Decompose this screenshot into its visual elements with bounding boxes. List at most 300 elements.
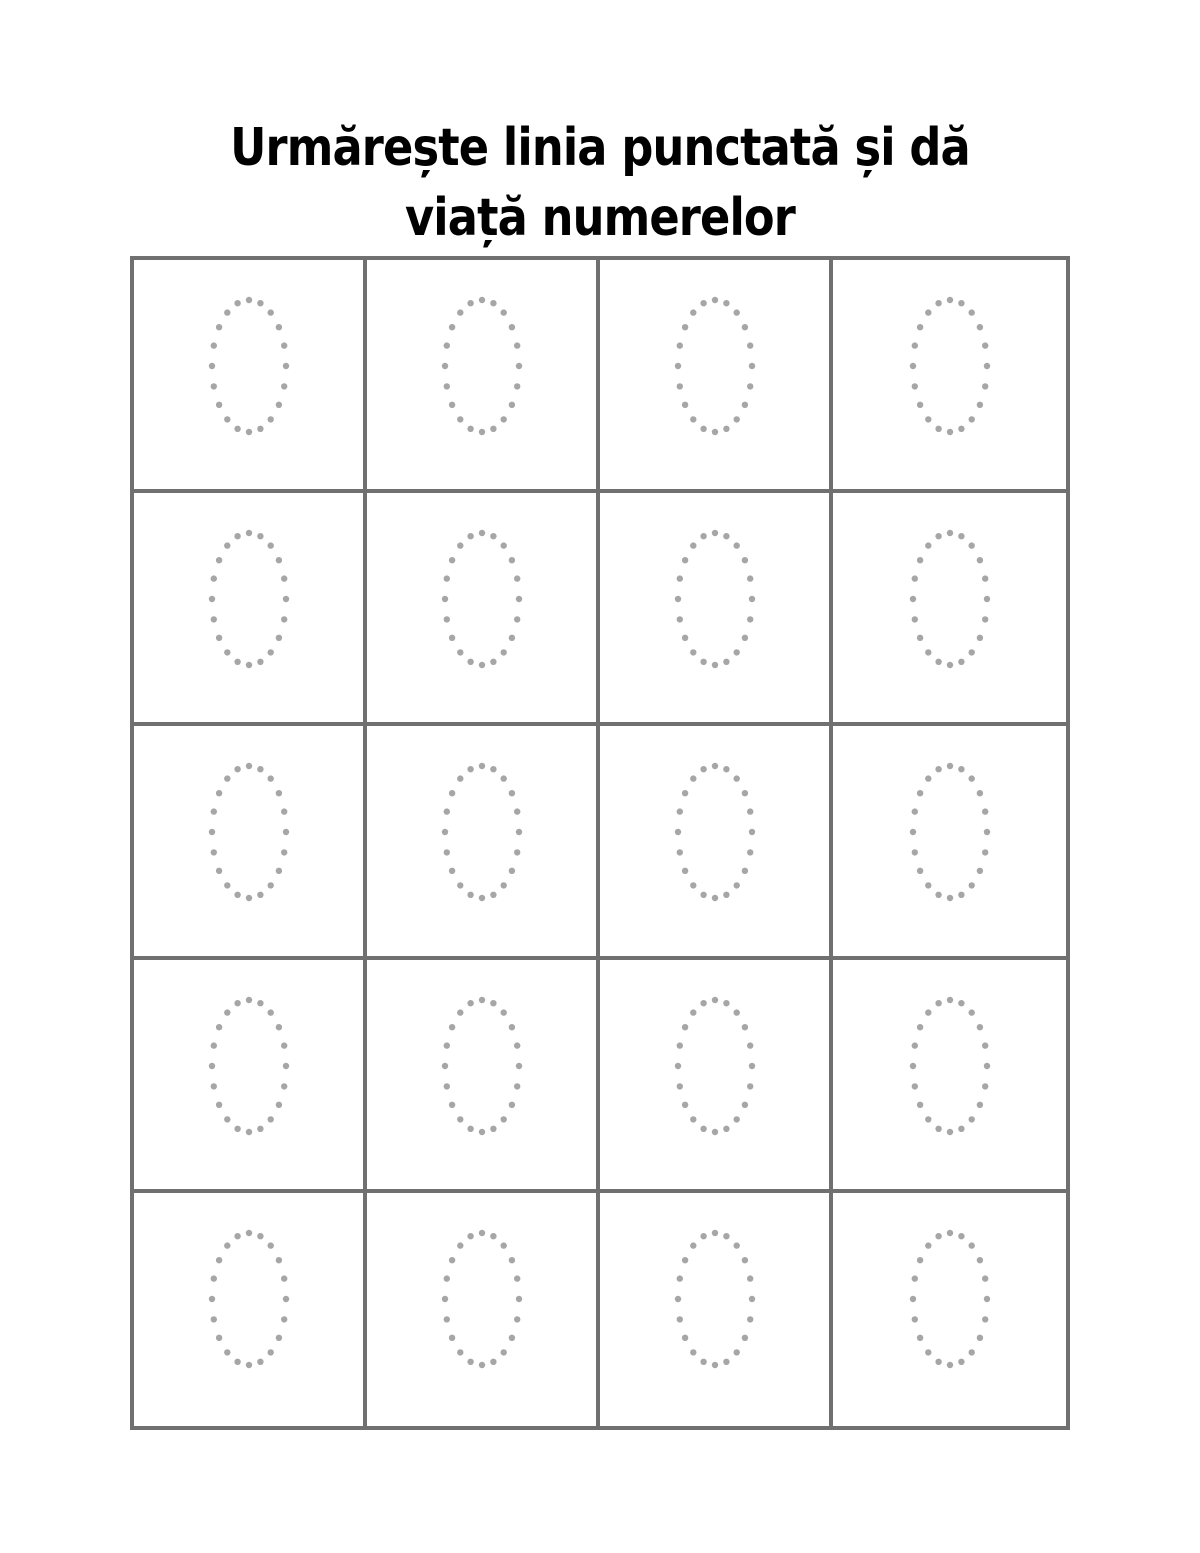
trace-dot	[982, 342, 988, 348]
trace-dot	[733, 543, 739, 549]
trace-dot	[224, 883, 230, 889]
trace-dot	[443, 576, 449, 582]
trace-dot	[224, 1009, 230, 1015]
trace-dot	[234, 533, 240, 539]
trace-dot	[747, 576, 753, 582]
trace-dot	[925, 776, 931, 782]
trace-dot	[983, 363, 989, 369]
trace-dot	[916, 1257, 922, 1263]
trace-dot	[441, 829, 447, 835]
trace-dot	[215, 1101, 221, 1107]
trace-dot	[681, 324, 687, 330]
trace-dot	[711, 763, 717, 769]
trace-dot	[748, 829, 754, 835]
title-line-1: Urmărește linia punctată și dă	[230, 117, 970, 178]
trace-dot	[690, 1349, 696, 1355]
trace-dot	[676, 342, 682, 348]
trace-dot	[946, 996, 952, 1002]
trace-dot	[245, 1230, 251, 1236]
trace-dot	[257, 533, 263, 539]
trace-dot	[448, 635, 454, 641]
trace-dot	[508, 1334, 514, 1340]
trace-dot	[257, 659, 263, 665]
trace-dot	[958, 300, 964, 306]
trace-dot	[208, 1296, 214, 1302]
trace-dot	[700, 300, 706, 306]
trace-dot	[935, 1358, 941, 1364]
trace-dot	[478, 297, 484, 303]
trace-dot	[215, 635, 221, 641]
trace-dot	[267, 543, 273, 549]
trace-dot	[911, 1316, 917, 1322]
trace-dot	[448, 868, 454, 874]
trace-dot	[968, 776, 974, 782]
trace-dot	[234, 659, 240, 665]
trace-dot	[983, 1296, 989, 1302]
trace-dot	[700, 1233, 706, 1239]
trace-dot	[916, 557, 922, 563]
trace-dot	[448, 790, 454, 796]
trace-dot	[215, 1024, 221, 1030]
dotted-digit-0	[437, 294, 527, 438]
trace-dot	[690, 1242, 696, 1248]
trace-dot	[490, 1000, 496, 1006]
trace-dot	[281, 850, 287, 856]
trace-dot	[257, 766, 263, 772]
trace-dot	[723, 1233, 729, 1239]
trace-dot	[245, 530, 251, 536]
trace-dot	[968, 416, 974, 422]
trace-dot	[723, 892, 729, 898]
trace-dot	[741, 868, 747, 874]
trace-dot	[946, 530, 952, 536]
trace-dot	[448, 1334, 454, 1340]
trace-dot	[508, 1101, 514, 1107]
trace-dot	[508, 635, 514, 641]
trace-dot	[514, 616, 520, 622]
trace-dot	[911, 1042, 917, 1048]
trace-dot	[674, 1062, 680, 1068]
trace-dot	[946, 1230, 952, 1236]
trace-dot	[448, 324, 454, 330]
trace-dot	[508, 557, 514, 563]
trace-dot	[490, 1125, 496, 1131]
trace-dot	[281, 342, 287, 348]
trace-dot	[234, 426, 240, 432]
trace-dot	[968, 1116, 974, 1122]
trace-dot	[946, 895, 952, 901]
trace-dot	[681, 790, 687, 796]
trace-dot	[224, 416, 230, 422]
trace-dot	[748, 363, 754, 369]
trace-dot	[700, 1000, 706, 1006]
dotted-digit-0	[670, 294, 760, 438]
trace-dot	[690, 1009, 696, 1015]
trace-dot	[676, 1316, 682, 1322]
trace-dot	[282, 829, 288, 835]
dotted-digit-0	[905, 760, 995, 904]
trace-dot	[457, 309, 463, 315]
trace-dot	[741, 557, 747, 563]
trace-dot	[443, 1042, 449, 1048]
trace-dot	[245, 297, 251, 303]
trace-dot	[741, 402, 747, 408]
trace-dot	[925, 416, 931, 422]
trace-dot	[508, 868, 514, 874]
trace-dot	[741, 1024, 747, 1030]
trace-dot	[514, 1275, 520, 1281]
dotted-digit-0	[204, 1227, 294, 1371]
trace-dot	[916, 868, 922, 874]
trace-dot	[690, 883, 696, 889]
trace-dot	[267, 776, 273, 782]
trace-dot	[282, 1062, 288, 1068]
tracing-grid	[130, 256, 1070, 1430]
trace-dot	[733, 1242, 739, 1248]
trace-dot	[916, 402, 922, 408]
trace-dot	[935, 766, 941, 772]
trace-dot	[958, 1125, 964, 1131]
trace-dot	[711, 297, 717, 303]
trace-dot	[282, 363, 288, 369]
trace-dot	[733, 1009, 739, 1015]
trace-dot	[245, 1128, 251, 1134]
trace-dot	[275, 635, 281, 641]
trace-dot	[982, 1083, 988, 1089]
trace-dot	[275, 324, 281, 330]
trace-dot	[514, 383, 520, 389]
trace-dot	[267, 1349, 273, 1355]
trace-dot	[281, 1275, 287, 1281]
trace-dot	[925, 649, 931, 655]
trace-dot	[741, 1334, 747, 1340]
trace-dot	[747, 1042, 753, 1048]
trace-dot	[681, 635, 687, 641]
trace-dot	[711, 895, 717, 901]
tracing-cell	[367, 260, 600, 493]
trace-dot	[514, 850, 520, 856]
trace-dot	[215, 324, 221, 330]
trace-dot	[224, 1116, 230, 1122]
trace-dot	[968, 649, 974, 655]
trace-dot	[925, 543, 931, 549]
trace-dot	[681, 557, 687, 563]
tracing-cell	[134, 260, 367, 493]
trace-dot	[711, 1128, 717, 1134]
trace-dot	[733, 649, 739, 655]
trace-dot	[911, 616, 917, 622]
trace-dot	[478, 1230, 484, 1236]
trace-dot	[733, 1349, 739, 1355]
trace-dot	[935, 659, 941, 665]
trace-dot	[909, 1062, 915, 1068]
trace-dot	[723, 426, 729, 432]
trace-dot	[909, 363, 915, 369]
trace-dot	[245, 895, 251, 901]
tracing-cell	[134, 726, 367, 959]
dotted-digit-0	[905, 994, 995, 1138]
trace-dot	[711, 429, 717, 435]
trace-dot	[441, 596, 447, 602]
trace-dot	[747, 1275, 753, 1281]
trace-dot	[976, 790, 982, 796]
trace-dot	[958, 1233, 964, 1239]
trace-dot	[676, 576, 682, 582]
trace-dot	[267, 1116, 273, 1122]
trace-dot	[968, 1349, 974, 1355]
trace-dot	[208, 1062, 214, 1068]
trace-dot	[215, 790, 221, 796]
trace-dot	[700, 892, 706, 898]
trace-dot	[681, 402, 687, 408]
trace-dot	[515, 1296, 521, 1302]
trace-dot	[958, 426, 964, 432]
trace-dot	[946, 297, 952, 303]
trace-dot	[443, 809, 449, 815]
trace-dot	[711, 662, 717, 668]
trace-dot	[443, 616, 449, 622]
trace-dot	[508, 790, 514, 796]
trace-dot	[711, 1230, 717, 1236]
trace-dot	[208, 829, 214, 835]
trace-dot	[275, 1024, 281, 1030]
trace-dot	[500, 309, 506, 315]
trace-dot	[976, 1334, 982, 1340]
trace-dot	[500, 1242, 506, 1248]
trace-dot	[676, 616, 682, 622]
trace-dot	[748, 1062, 754, 1068]
trace-dot	[467, 659, 473, 665]
trace-dot	[490, 300, 496, 306]
trace-dot	[681, 1257, 687, 1263]
trace-dot	[478, 1128, 484, 1134]
trace-dot	[733, 1116, 739, 1122]
trace-dot	[500, 1349, 506, 1355]
trace-dot	[490, 766, 496, 772]
trace-dot	[976, 402, 982, 408]
trace-dot	[983, 829, 989, 835]
dotted-digit-0	[437, 527, 527, 671]
trace-dot	[946, 1128, 952, 1134]
trace-dot	[281, 383, 287, 389]
trace-dot	[457, 543, 463, 549]
trace-dot	[925, 1242, 931, 1248]
trace-dot	[733, 883, 739, 889]
trace-dot	[448, 402, 454, 408]
tracing-cell	[600, 260, 833, 493]
trace-dot	[210, 576, 216, 582]
trace-dot	[514, 576, 520, 582]
trace-dot	[925, 883, 931, 889]
trace-dot	[741, 635, 747, 641]
trace-dot	[925, 1009, 931, 1015]
trace-dot	[909, 596, 915, 602]
dotted-digit-0	[204, 527, 294, 671]
trace-dot	[210, 616, 216, 622]
trace-dot	[911, 850, 917, 856]
trace-dot	[467, 1233, 473, 1239]
trace-dot	[508, 1257, 514, 1263]
trace-dot	[443, 1316, 449, 1322]
trace-dot	[224, 649, 230, 655]
trace-dot	[457, 416, 463, 422]
trace-dot	[467, 1000, 473, 1006]
trace-dot	[478, 763, 484, 769]
trace-dot	[690, 776, 696, 782]
trace-dot	[711, 996, 717, 1002]
trace-dot	[935, 426, 941, 432]
dotted-digit-0	[437, 994, 527, 1138]
trace-dot	[911, 342, 917, 348]
trace-dot	[946, 429, 952, 435]
trace-dot	[443, 383, 449, 389]
trace-dot	[500, 1116, 506, 1122]
trace-dot	[500, 776, 506, 782]
trace-dot	[215, 402, 221, 408]
trace-dot	[723, 1358, 729, 1364]
trace-dot	[723, 533, 729, 539]
trace-dot	[925, 1349, 931, 1355]
trace-dot	[448, 1024, 454, 1030]
trace-dot	[982, 1042, 988, 1048]
trace-dot	[467, 1358, 473, 1364]
trace-dot	[676, 1042, 682, 1048]
dotted-digit-0	[905, 294, 995, 438]
tracing-cell	[600, 726, 833, 959]
trace-dot	[690, 416, 696, 422]
worksheet-title	[213, 113, 987, 253]
trace-dot	[676, 383, 682, 389]
trace-dot	[441, 1296, 447, 1302]
trace-dot	[674, 596, 680, 602]
trace-dot	[275, 868, 281, 874]
tracing-cell	[367, 493, 600, 726]
trace-dot	[916, 635, 922, 641]
trace-dot	[281, 616, 287, 622]
trace-dot	[234, 766, 240, 772]
trace-dot	[723, 659, 729, 665]
trace-dot	[911, 576, 917, 582]
trace-dot	[968, 543, 974, 549]
trace-dot	[935, 300, 941, 306]
trace-dot	[210, 1042, 216, 1048]
trace-dot	[983, 596, 989, 602]
trace-dot	[275, 402, 281, 408]
trace-dot	[747, 850, 753, 856]
trace-dot	[958, 659, 964, 665]
trace-dot	[490, 1358, 496, 1364]
trace-dot	[208, 363, 214, 369]
dotted-digit-0	[437, 760, 527, 904]
trace-dot	[467, 766, 473, 772]
trace-dot	[514, 1042, 520, 1048]
trace-dot	[490, 426, 496, 432]
trace-dot	[490, 659, 496, 665]
trace-dot	[500, 543, 506, 549]
tracing-cell	[367, 1193, 600, 1426]
trace-dot	[976, 635, 982, 641]
trace-dot	[700, 533, 706, 539]
tracing-cell	[134, 1193, 367, 1426]
trace-dot	[490, 1233, 496, 1239]
trace-dot	[210, 1275, 216, 1281]
trace-dot	[741, 1257, 747, 1263]
trace-dot	[911, 383, 917, 389]
trace-dot	[909, 1296, 915, 1302]
tracing-cell	[833, 726, 1066, 959]
dotted-digit-0	[670, 760, 760, 904]
trace-dot	[514, 1316, 520, 1322]
tracing-cell	[833, 960, 1066, 1193]
trace-dot	[457, 1116, 463, 1122]
trace-dot	[224, 1242, 230, 1248]
trace-dot	[514, 809, 520, 815]
tracing-cell	[367, 960, 600, 1193]
trace-dot	[224, 309, 230, 315]
trace-dot	[448, 557, 454, 563]
trace-dot	[681, 1024, 687, 1030]
trace-dot	[983, 1062, 989, 1068]
trace-dot	[443, 1275, 449, 1281]
trace-dot	[508, 402, 514, 408]
trace-dot	[267, 883, 273, 889]
trace-dot	[478, 1362, 484, 1368]
trace-dot	[441, 1062, 447, 1068]
trace-dot	[690, 309, 696, 315]
trace-dot	[224, 1349, 230, 1355]
trace-dot	[508, 1024, 514, 1030]
trace-dot	[234, 300, 240, 306]
tracing-cell	[134, 960, 367, 1193]
trace-dot	[257, 1233, 263, 1239]
trace-dot	[245, 429, 251, 435]
trace-dot	[282, 1296, 288, 1302]
trace-dot	[514, 342, 520, 348]
trace-dot	[982, 809, 988, 815]
dotted-digit-0	[905, 1227, 995, 1371]
trace-dot	[723, 300, 729, 306]
trace-dot	[210, 1083, 216, 1089]
trace-dot	[281, 809, 287, 815]
trace-dot	[467, 426, 473, 432]
trace-dot	[245, 763, 251, 769]
trace-dot	[690, 649, 696, 655]
trace-dot	[478, 662, 484, 668]
trace-dot	[723, 1125, 729, 1131]
trace-dot	[500, 1009, 506, 1015]
trace-dot	[711, 1362, 717, 1368]
trace-dot	[958, 892, 964, 898]
trace-dot	[210, 383, 216, 389]
trace-dot	[245, 662, 251, 668]
trace-dot	[245, 996, 251, 1002]
trace-dot	[281, 1083, 287, 1089]
trace-dot	[208, 596, 214, 602]
trace-dot	[925, 1116, 931, 1122]
trace-dot	[676, 850, 682, 856]
trace-dot	[982, 1275, 988, 1281]
dotted-digit-0	[670, 1227, 760, 1371]
trace-dot	[500, 649, 506, 655]
trace-dot	[916, 1024, 922, 1030]
trace-dot	[257, 1000, 263, 1006]
tracing-cell	[833, 493, 1066, 726]
trace-dot	[443, 342, 449, 348]
trace-dot	[257, 1358, 263, 1364]
trace-dot	[515, 829, 521, 835]
trace-dot	[257, 426, 263, 432]
trace-dot	[681, 868, 687, 874]
